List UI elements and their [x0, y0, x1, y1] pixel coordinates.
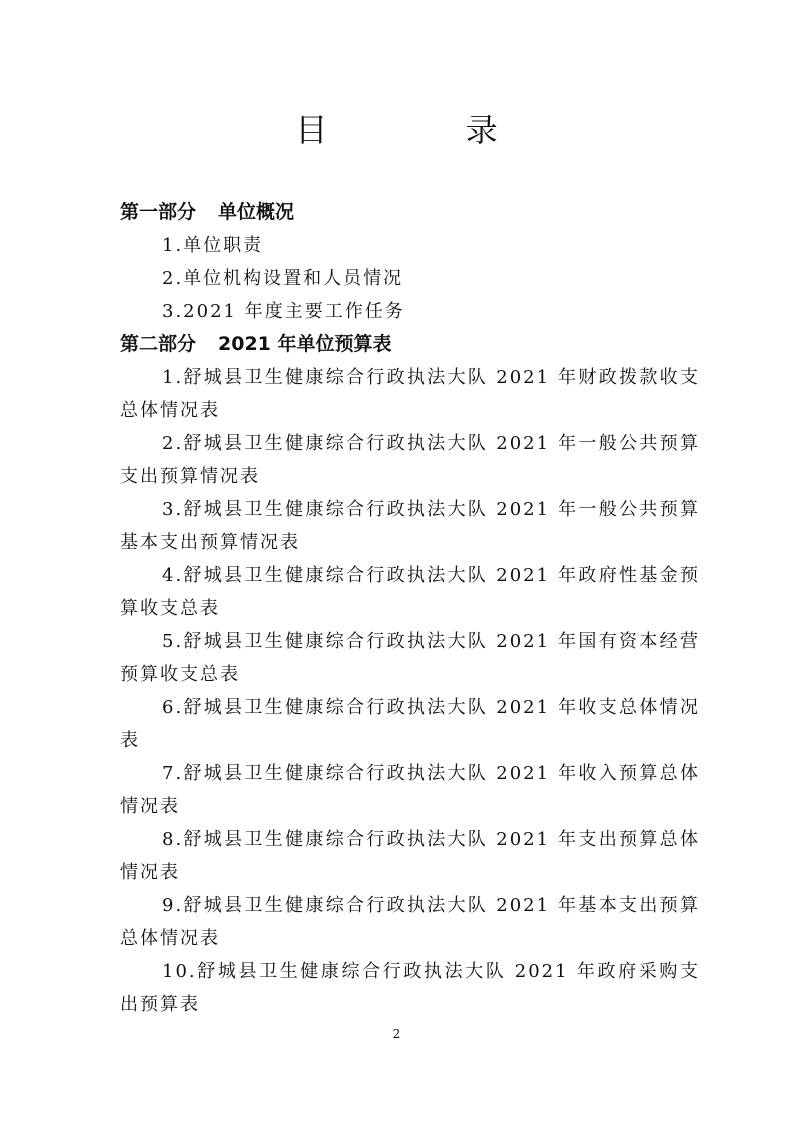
table-of-contents: [120, 196, 700, 1021]
toc-part-2-item-5[interactable]: 5.舒城县卫生健康综合行政执法大队 2021 年国有资本经营预算收支总表: [120, 631, 700, 685]
toc-part-2-item-3[interactable]: 3.舒城县卫生健康综合行政执法大队 2021 年一般公共预算基本支出预算情况表: [120, 499, 700, 553]
toc-part-2-item-7[interactable]: 7.舒城县卫生健康综合行政执法大队 2021 年收入预算总体情况表: [120, 763, 700, 817]
toc-part-2-title: 2021 年单位预算表: [218, 333, 392, 355]
toc-part-2-item-8[interactable]: 8.舒城县卫生健康综合行政执法大队 2021 年支出预算总体情况表: [120, 829, 700, 883]
toc-part-2-item-2[interactable]: 2.舒城县卫生健康综合行政执法大队 2021 年一般公共预算支出预算情况表: [120, 433, 700, 487]
toc-part-1-title: 单位概况: [218, 201, 295, 223]
toc-part-2-item-6[interactable]: 6.舒城县卫生健康综合行政执法大队 2021 年收支总体情况表: [120, 697, 700, 751]
toc-part-1-item-1[interactable]: 1.单位职责: [162, 235, 264, 256]
toc-part-2-item-10[interactable]: 10.舒城县卫生健康综合行政执法大队 2021 年政府采购支出预算表: [120, 961, 700, 1015]
toc-part-2-item-1[interactable]: 1.舒城县卫生健康综合行政执法大队 2021 年财政拨款收支总体情况表: [120, 367, 700, 421]
toc-part-1-label: 第一部分: [120, 201, 197, 223]
page-title: 目 录: [295, 111, 562, 149]
toc-part-1-item-3[interactable]: 3.2021 年度主要工作任务: [162, 301, 405, 322]
page-number: 2: [392, 1027, 401, 1041]
toc-part-2-label: 第二部分: [120, 333, 197, 355]
toc-part-2-item-9[interactable]: 9.舒城县卫生健康综合行政执法大队 2021 年基本支出预算总体情况表: [120, 895, 700, 949]
toc-part-1-item-2[interactable]: 2.单位机构设置和人员情况: [162, 268, 404, 289]
toc-part-2-item-4[interactable]: 4.舒城县卫生健康综合行政执法大队 2021 年政府性基金预算收支总表: [120, 565, 700, 619]
toc-part-1-heading[interactable]: [120, 196, 700, 229]
toc-part-2-heading[interactable]: [120, 328, 700, 361]
